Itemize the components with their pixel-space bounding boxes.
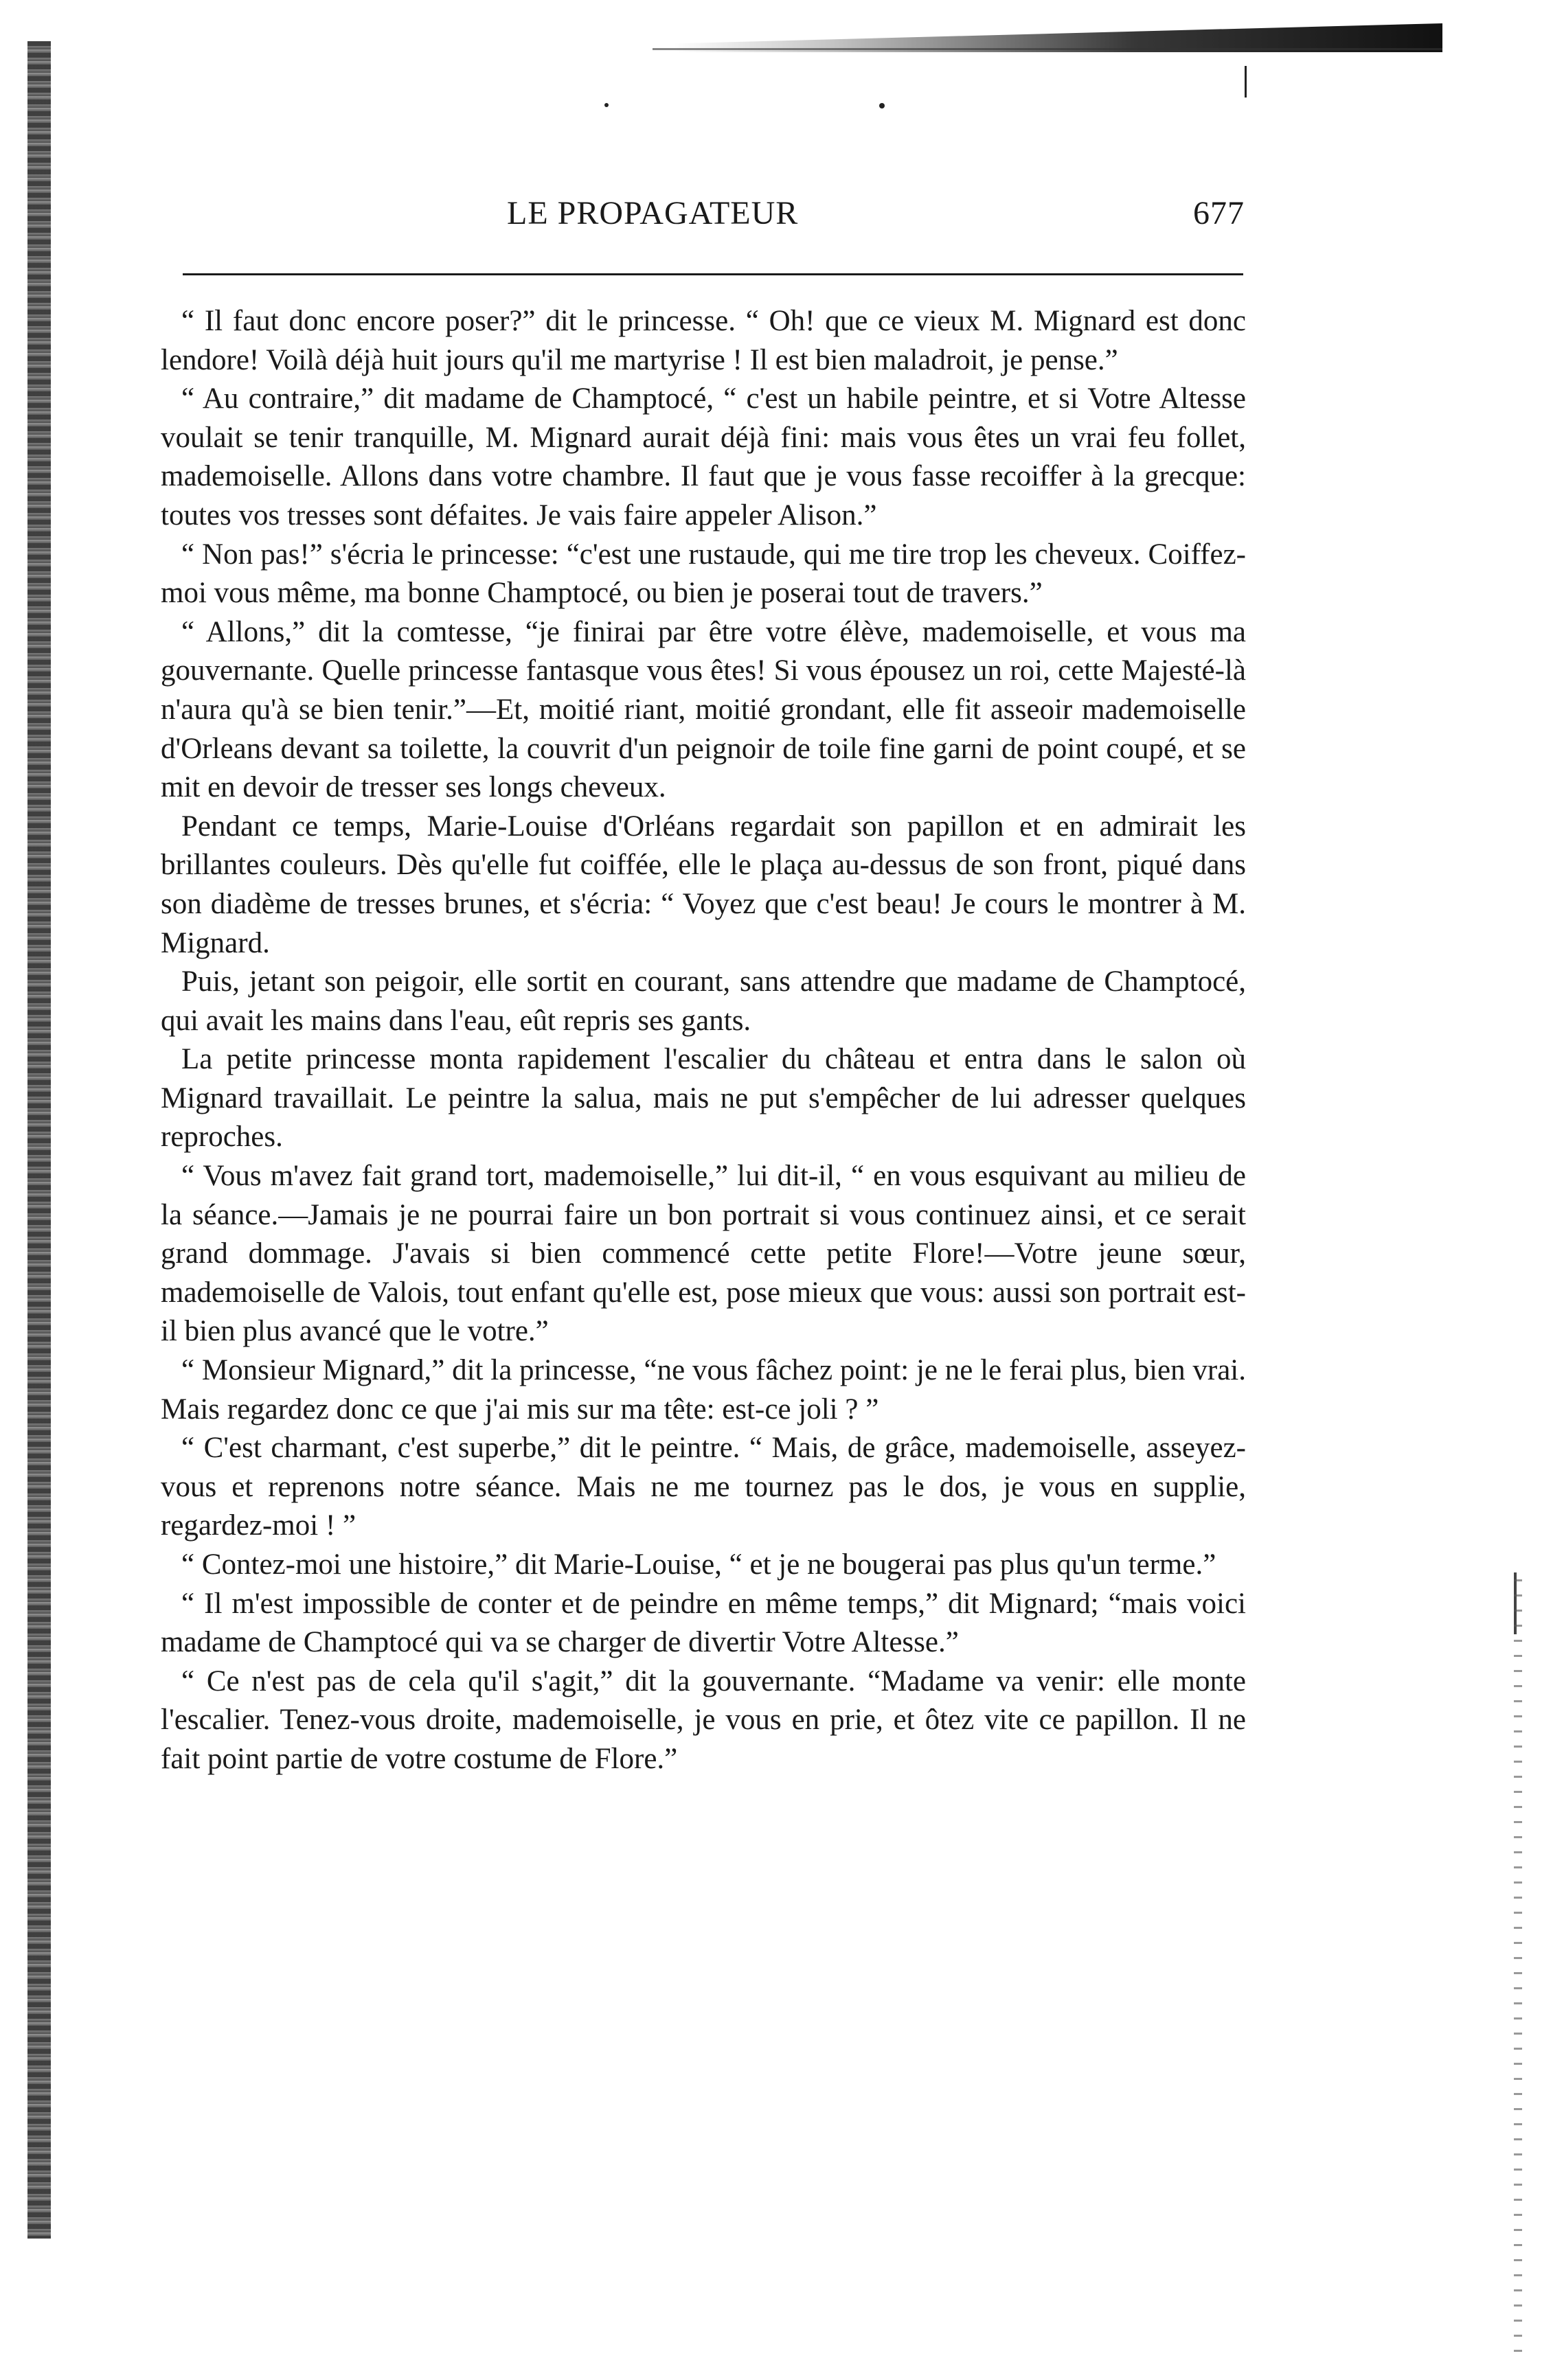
body-text <box>161 302 1246 2335</box>
page-number: 677 <box>1193 195 1245 231</box>
paragraph: “ Monsieur Mignard,” dit la princesse, “ne vous fâchez point: je ne le ferai plus, bien vrai. Mais regardez donc ce que j'ai mis sur ma tête: est-ce joli ? ” <box>161 1354 1246 1426</box>
scan-dot <box>879 103 885 108</box>
scan-binding-edge <box>27 41 51 2239</box>
paragraph: “ Non pas!” s'écria le princesse: “c'est une rustaude, qui me tire trop les cheveux. Coiffez-moi vous même, ma bonne Champtocé, ou bien je poserai tout de travers.” <box>161 538 1246 610</box>
paragraph: Puis, jetant son peigoir, elle sortit en courant, sans attendre que madame de Champtocé, qui avait les mains dans l'eau, eût repris ses gants. <box>161 965 1246 1037</box>
running-title: LE PROPAGATEUR <box>507 195 799 231</box>
paragraph: “ C'est charmant, c'est superbe,” dit le peintre. “ Mais, de grâce, mademoiselle, asseyez-vous et reprenons notre séance. Mais ne me tournez pas le dos, je vous en supplie, regardez-moi ! ” <box>161 1432 1246 1542</box>
scan-right-edge <box>1514 1579 1522 2362</box>
paragraph: “ Allons,” dit la comtesse, “je finirai par être votre élève, mademoiselle, et vous ma gouvernante. Quelle princesse fantasque vous êtes! Si vous épousez un roi, cette Majesté-là n'aura qu'à se bien tenir.”—Et, moitié riant, moitié grondant, elle fit asseoir mademoiselle d'Orleans devant sa toilette, la couvrit d'un peignoir de toile fine garni de point coupé, et se mit en devoir de tresser ses longs cheveux. <box>161 615 1246 804</box>
scan-dot <box>604 103 609 107</box>
paragraph: “ Il faut donc encore poser?” dit le princesse. “ Oh! que ce vieux M. Mignard est donc lendore! Voilà déjà huit jours qu'il me martyrise ! Il est bien maladroit, je pense.” <box>161 305 1246 376</box>
header-rule <box>183 273 1243 275</box>
running-head <box>165 194 1245 236</box>
scan-top-line <box>653 48 1442 50</box>
paragraph: “ Il m'est impossible de conter et de peindre en même temps,” dit Mignard; “mais voici madame de Champtocé qui va se charger de divertir Votre Altesse.” <box>161 1587 1246 1659</box>
scan-corner-mark <box>1245 66 1247 98</box>
paragraph: Pendant ce temps, Marie-Louise d'Orléans regardait son papillon et en admirait les brillantes couleurs. Dès qu'elle fut coiffée, elle le plaça au-dessus de son front, piqué dans son diadème de tresses brunes, et s'écria: “ Voyez que c'est beau! Je cours le montrer à M. Mignard. <box>161 810 1246 959</box>
paragraph: “ Contez-moi une histoire,” dit Marie-Louise, “ et je ne bougerai pas plus qu'un terme.” <box>181 1548 1216 1581</box>
paragraph: “ Vous m'avez fait grand tort, mademoiselle,” lui dit-il, “ en vous esquivant au milieu de la séance.—Jamais je ne pourrai faire un bon portrait si vous continuez ainsi, et ce serait grand dommage. J'avais si bien commencé cette petite Flore!—Votre jeune sœur, mademoiselle de Valois, tout enfant qu'elle est, pose mieux que vous: aussi son portrait est-il bien plus avancé que le votre.” <box>161 1160 1246 1348</box>
paragraph: La petite princesse monta rapidement l'escalier du château et entra dans le salon où Mignard travaillait. Le peintre la salua, mais ne put s'empêcher de lui adresser quelques reproches. <box>161 1043 1246 1154</box>
paragraph: “ Au contraire,” dit madame de Champtocé, “ c'est un habile peintre, et si Votre Altesse voulait se tenir tranquille, M. Mignard aurait déjà fini: mais vous êtes un vrai feu follet, mademoiselle. Allons dans votre chambre. Il faut que je vous fasse recoiffer à la grecque: toutes vos tresses sont défaites. Je vais faire appeler Alison.” <box>161 382 1246 531</box>
paragraph: “ Ce n'est pas de cela qu'il s'agit,” dit la gouvernante. “Madame va venir: elle monte l'escalier. Tenez-vous droite, mademoiselle, je vous en prie, et ôtez vite ce papillon. Il ne fait point partie de votre costume de Flore.” <box>161 1664 1246 1775</box>
